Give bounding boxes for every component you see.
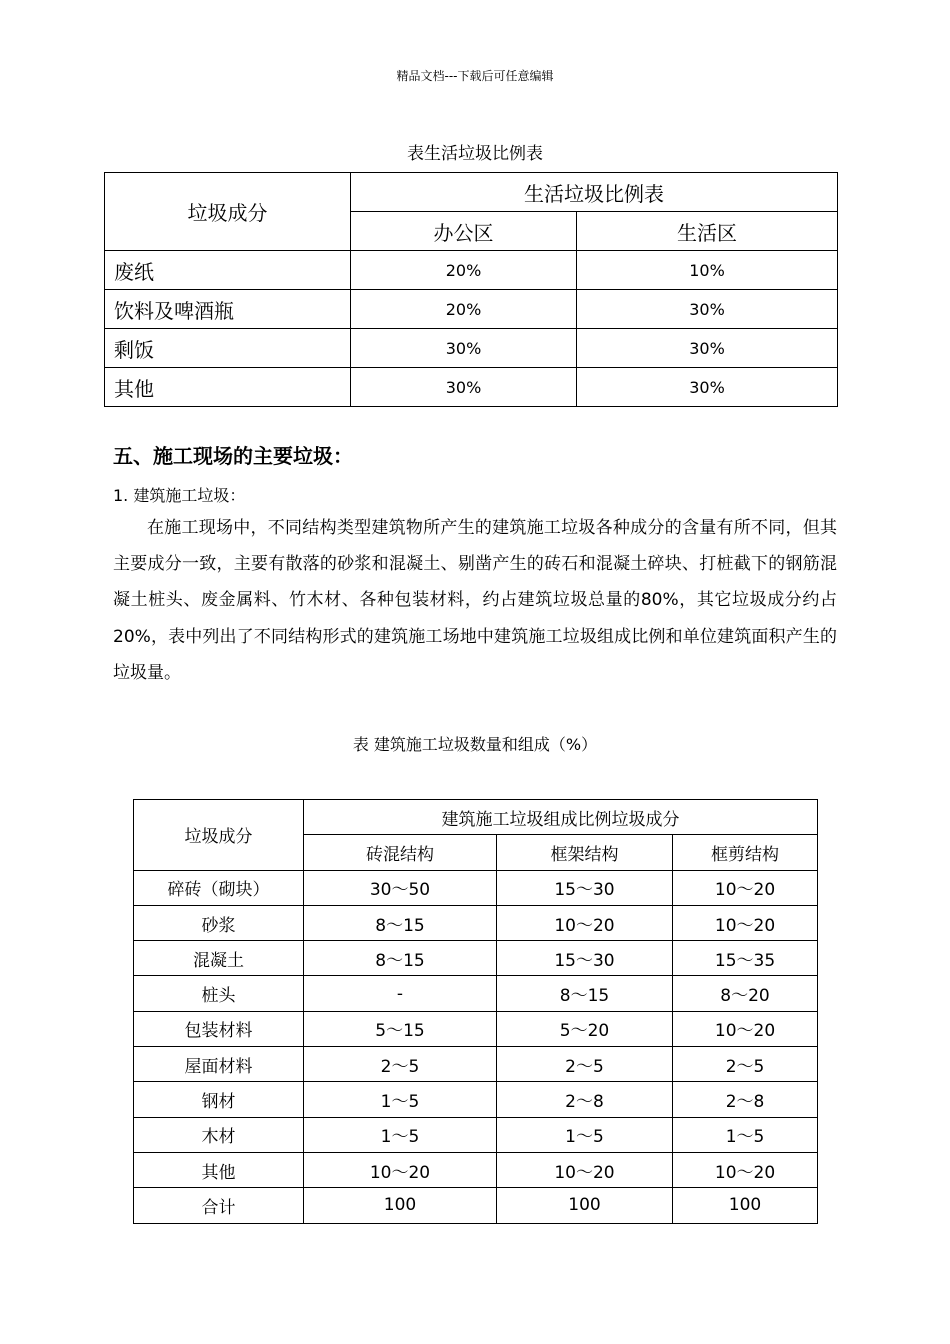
row-label: 木材 bbox=[134, 1117, 304, 1152]
table1-subheader: 生活区 bbox=[577, 212, 838, 251]
table-row bbox=[105, 290, 838, 329]
cell-value: - bbox=[304, 976, 497, 1011]
cell-value: 5～20 bbox=[497, 1011, 673, 1046]
row-label: 废纸 bbox=[105, 251, 351, 290]
table2-caption: 表 建筑施工垃圾数量和组成（%） bbox=[352, 735, 598, 754]
cell-value: 10～20 bbox=[673, 905, 818, 940]
row-label: 剩饭 bbox=[105, 329, 351, 368]
cell-value: 8～15 bbox=[304, 941, 497, 976]
row-label: 混凝土 bbox=[134, 941, 304, 976]
cell-value: 2～8 bbox=[497, 1082, 673, 1117]
cell-value: 10～20 bbox=[673, 1152, 818, 1187]
cell-value: 10～20 bbox=[497, 1152, 673, 1187]
body-paragraph: 在施工现场中，不同结构类型建筑物所产生的建筑施工垃圾各种成分的含量有所不同，但其主要成分一致，主要有散落的砂浆和混凝土、剔凿产生的砖石和混凝土碎块、打桩截下的钢筋混凝土桩头、废金属料、竹木材、各种包装材料，约占建筑垃圾总量的80%，其它垃圾成分约占20%，表中列出了不同结构形式的建筑施工场地中建筑施工垃圾组成比例和单位建筑面积产生的垃圾量。 bbox=[113, 518, 837, 683]
cell-value: 1～5 bbox=[673, 1117, 818, 1152]
cell-value: 8～15 bbox=[497, 976, 673, 1011]
table1-column-header: 垃圾成分 bbox=[105, 173, 351, 251]
table1-group-header: 生活垃圾比例表 bbox=[351, 173, 838, 212]
table2-group-header: 建筑施工垃圾组成比例垃圾成分 bbox=[304, 800, 818, 835]
row-label: 砂浆 bbox=[134, 905, 304, 940]
cell-value: 8～15 bbox=[304, 905, 497, 940]
row-label: 包装材料 bbox=[134, 1011, 304, 1046]
row-label: 饮料及啤酒瓶 bbox=[105, 290, 351, 329]
construction-waste-table bbox=[133, 799, 818, 1224]
table-row bbox=[134, 905, 818, 940]
cell-value: 15～30 bbox=[497, 870, 673, 905]
cell-value: 15～30 bbox=[497, 941, 673, 976]
table-row bbox=[105, 251, 838, 290]
table-row bbox=[134, 941, 818, 976]
cell-value: 8～20 bbox=[673, 976, 818, 1011]
row-label: 钢材 bbox=[134, 1082, 304, 1117]
cell-value: 2～8 bbox=[673, 1082, 818, 1117]
table-row bbox=[134, 1117, 818, 1152]
cell-value: 5～15 bbox=[304, 1011, 497, 1046]
cell-value: 30～50 bbox=[304, 870, 497, 905]
cell-value: 30% bbox=[351, 329, 577, 368]
cell-value: 10～20 bbox=[304, 1152, 497, 1187]
row-label: 其他 bbox=[105, 368, 351, 407]
row-label: 合计 bbox=[134, 1188, 304, 1223]
cell-value: 2～5 bbox=[497, 1047, 673, 1082]
cell-value: 100 bbox=[497, 1188, 673, 1223]
cell-value: 2～5 bbox=[304, 1047, 497, 1082]
row-label: 其他 bbox=[134, 1152, 304, 1187]
cell-value: 20% bbox=[351, 251, 577, 290]
cell-value: 2～5 bbox=[673, 1047, 818, 1082]
row-label: 屋面材料 bbox=[134, 1047, 304, 1082]
cell-value: 15～35 bbox=[673, 941, 818, 976]
cell-value: 30% bbox=[577, 329, 838, 368]
household-waste-table bbox=[104, 172, 838, 407]
table1-subheader: 办公区 bbox=[351, 212, 577, 251]
table2-subheader: 砖混结构 bbox=[304, 835, 497, 870]
table-row bbox=[134, 870, 818, 905]
cell-value: 30% bbox=[577, 368, 838, 407]
cell-value: 1～5 bbox=[304, 1117, 497, 1152]
table-row bbox=[134, 1152, 818, 1187]
cell-value: 1～5 bbox=[497, 1117, 673, 1152]
table2-column-header: 垃圾成分 bbox=[134, 800, 304, 871]
row-label: 碎砖（砌块） bbox=[134, 870, 304, 905]
table-row bbox=[134, 1188, 818, 1223]
table1-caption: 表生活垃圾比例表 bbox=[407, 144, 543, 164]
cell-value: 1～5 bbox=[304, 1082, 497, 1117]
table2-subheader: 框剪结构 bbox=[673, 835, 818, 870]
table2-subheader: 框架结构 bbox=[497, 835, 673, 870]
table-row bbox=[134, 1011, 818, 1046]
table-row bbox=[105, 329, 838, 368]
cell-value: 100 bbox=[673, 1188, 818, 1223]
cell-value: 10～20 bbox=[673, 870, 818, 905]
section-heading: 五、施工现场的主要垃圾： bbox=[113, 444, 353, 468]
page-header: 精品文档---下载后可任意编辑 bbox=[396, 69, 554, 83]
cell-value: 10% bbox=[577, 251, 838, 290]
table-row bbox=[134, 1047, 818, 1082]
cell-value: 30% bbox=[577, 290, 838, 329]
table-row bbox=[105, 368, 838, 407]
cell-value: 30% bbox=[351, 368, 577, 407]
table-row bbox=[134, 1082, 818, 1117]
table-row bbox=[134, 976, 818, 1011]
cell-value: 10～20 bbox=[673, 1011, 818, 1046]
cell-value: 10～20 bbox=[497, 905, 673, 940]
subsection-heading: 1. 建筑施工垃圾： bbox=[113, 486, 246, 505]
cell-value: 20% bbox=[351, 290, 577, 329]
cell-value: 100 bbox=[304, 1188, 497, 1223]
row-label: 桩头 bbox=[134, 976, 304, 1011]
